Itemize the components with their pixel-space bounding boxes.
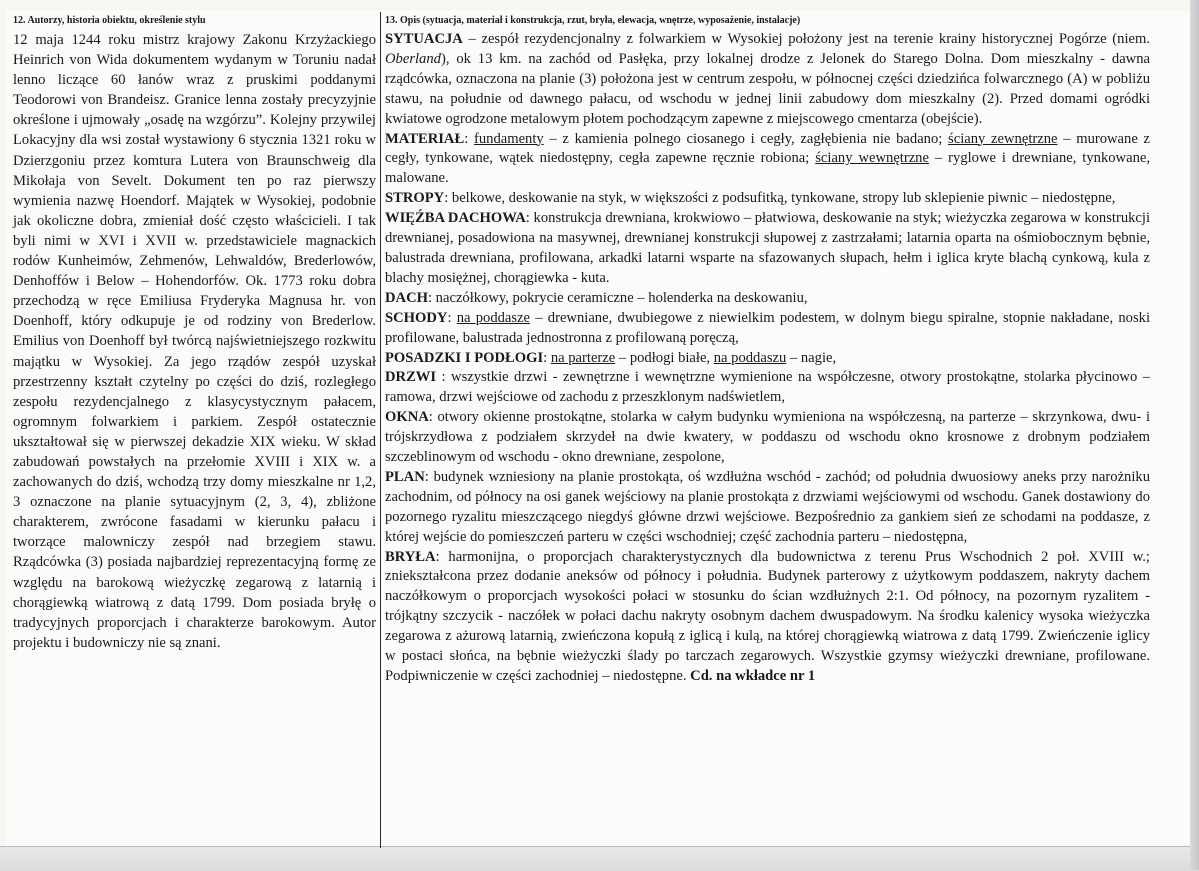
para-schody — [385, 309, 1150, 349]
dach-text: : naczółkowy, pokrycie ceramiczne – holenderka na deskowaniu, — [427, 289, 808, 306]
schody-na-poddasze: na poddasze — [456, 309, 531, 326]
section-13-title: 13. Opis (sytuacja, materiał i konstrukcja, rzut, bryła, elewacja, wnętrze, wyposażenie, instalacje) — [385, 15, 801, 26]
sytuacja-text-2: ), ok 13 km. na zachód od Pasłęka, przy lokalnej drodze z Jelonek do Starego Dolna. Dom mieszkalny - dawna rządcówka, oznaczona na planie (3) położona jest w centrum zespołu, w północnej części dziedzińca folwarcznego (A) w pobliżu stawu, na południe od dawnego pałacu, od wschodu w jednej linii zabudowy dom mieszkalny (2). Przed domami ogródki kwiatowe ogrodzone metalowym płotem pochodzącym zapewne z miejscowego cmentarza (obejście). — [385, 50, 1150, 127]
label-material: MATERIAŁ — [385, 130, 465, 147]
para-plan — [385, 468, 1150, 548]
para-posadzki — [385, 349, 1150, 369]
drzwi-text: : wszystkie drzwi - zewnętrzne i wewnętrzne wymienione na współczesne, otwory prostokątne, stolarka płycinowo – ramowa, drzwi wejściowe od zachodu z przeszklonym nadświetlem, — [385, 369, 1150, 406]
section-13-body — [385, 30, 1150, 687]
para-stropy — [385, 189, 1150, 209]
section-13-description — [385, 14, 1150, 687]
bryla-text: : harmonijna, o proporcjach charakterystycznych dla budownictwa z terenu Prus Wschodnich 2 poł. XVIII w.; zniekształcona przez dodanie aneksów od północy i południa. Budynek parterowy z użytkowym poddaszem, nakryty dachem naczółkowym o proporcjach wysokości połaci w stosunku do ścian wzdłużnych 2:1. Od północy, na pozornym ryzalitem - trójkątny szczycik - naczółek w połaci dachu nakryty osobnym dachem dwuspadowym. Na środku kalenicy wysoka wieżyczka zegarowa z ażurową latarnią, zwieńczona kopułą z iglicą i kulą, na której chorągiewką wiatrowa z datą 1799. Zwieńczenie iglicy w postaci słońca, na bębnie wieżyczki ślady po tarczach zegarowych. Wszystkie gzymsy wieżyczki drewniane, profilowane. Podpiwniczenie w części zachodniej – niedostępne. — [385, 548, 1150, 684]
schody-text-0: : — [447, 309, 457, 326]
section-12-title: 12. Autorzy, historia obiektu, określenie stylu — [13, 15, 206, 26]
label-plan: PLAN — [385, 468, 425, 485]
posadzki-text-0: : — [543, 349, 551, 366]
sytuacja-oberland: Oberland — [385, 50, 441, 67]
label-okna: OKNA — [385, 409, 429, 426]
para-drzwi — [385, 368, 1150, 408]
para-wiezba — [385, 209, 1150, 289]
okna-text: : otwory okienne prostokątne, stolarka w całym budynku wymieniona na współczesną, na parterze – skrzynkowa, dwu- i trójskrzydłowa z podziałem skrzydeł na dwie kwatery, w poddaszu od wschodu okno krosnowe z drobnym podziałem szczeblinowym od wschodu - okno drewniane, zespolone, — [385, 409, 1150, 466]
plan-text: : budynek wzniesiony na planie prostokąta, oś wzdłużna wschód - zachód; od południa dwuosiowy aneks przy narożniku zachodnim, od północy na osi ganek wejściowy na planie prostokąta z drzwiami wejściowymi od wschodu. Ganek dostawiony do pozornego ryzalitu mieszczącego niegdyś główne drzwi wejściowe. Bezpośrednio za gankiem sień ze schodami na poddasze, z której wejście do pomieszczeń parteru w części wschodniej; część zachodnia parteru – niedostępna, — [385, 468, 1150, 545]
para-sytuacja — [385, 30, 1150, 130]
sytuacja-text-1: – zespół rezydencjonalny z folwarkiem w Wysokiej położony jest na terenie krainy historycznej Pogórze (niem. — [462, 31, 1150, 47]
label-schody: SCHODY — [385, 309, 448, 326]
material-text-1: – z kamienia polnego ciosanego i cegły, zagłębienia nie badano; — [543, 130, 949, 147]
label-bryla: BRYŁA — [385, 548, 436, 565]
material-text-2: – murowane z cegły, tynkowane, wątek niedostępny, cegła zapewne ręcznie robiona; — [385, 130, 1151, 167]
label-wiezba: WIĘŹBA DACHOWA — [385, 210, 526, 227]
para-dach — [385, 289, 1150, 309]
label-stropy: STROPY — [385, 190, 445, 207]
posadzki-text-1: – podłogi białe, — [615, 349, 714, 366]
material-text-3: – ryglowe i drewniane, tynkowane, malowane. — [385, 150, 1150, 187]
para-material: MATERIAŁ: fundamenty – z kamienia polnego ciosanego i cegły, zagłębienia nie badano; ściany zewnętrzne – murowane z cegły, tynkowane, wątek niedostępny, cegła zapewne ręcznie robiona; ściany wewnętrzne – ryglowe i drewniane, tynkowane, malowane. — [385, 130, 1151, 187]
posadzki-na-poddaszu: na poddaszu — [713, 349, 787, 366]
scan-right-edge — [1190, 0, 1199, 870]
label-sytuacja: SYTUACJA — [385, 31, 463, 47]
column-divider — [380, 12, 381, 848]
schody-text-1: – drewniane, dwubiegowe z niewielkim podestem, w dolnym biegu spiralne, stopnie nakładane, noski profilowane, balustrada jednostronna z profilowaną poręczą, — [385, 309, 1151, 346]
wiezba-text: : konstrukcja drewniana, krokwiowo – płatwiowa, deskowanie na styk; wieżyczka zegarowa w konstrukcji drewnianej, posadowiona na masywnej, drewnianej konstrukcji słupowej z zastrzałami; latarnia oparta na ośmiobocznym bębnie, balustrada drewniana, profilowana, arkadki latarni wsparte na sfazowanych słupach, hełm i iglica kryte blachą cynkową, kula z blachy mosiężnej, chorągiewka - kuta. — [385, 210, 1150, 286]
scan-bottom-edge — [0, 846, 1199, 871]
label-dach: DACH — [385, 289, 428, 306]
posadzki-na-parterze: na parterze — [550, 349, 616, 366]
label-posadzki: POSADZKI I PODŁOGI — [385, 349, 544, 366]
para-bryla — [385, 548, 1150, 687]
material-sciany-wewnetrzne: ściany wewnętrzne — [815, 150, 929, 167]
continued-note: Cd. na wkładce nr 1 — [690, 668, 816, 684]
label-drzwi: DRZWI — [385, 369, 437, 386]
stropy-text: : belkowe, deskowanie na styk, w większości z podsufitką, tynkowane, stropy lub sklepienie piwnic – niedostępne, — [444, 190, 1116, 207]
section-12-text: 12 maja 1244 roku mistrz krajowy Zakonu Krzyżackiego Heinrich von Wida dokumentem wydanym w Toruniu nadał lenno liczące 60 łanów wraz z pruskimi poddanymi Teodorowi von Brandeisz. Granice lenna zostały precyzyjnie określone i ujmowały „osadę na wzgórzu”. Kolejny przywilej Lokacyjny dla wsi został wystawiony 6 stycznia 1321 roku w Dzierzgoniu przez komtura Lutera von Braunschweig dla Mikołaja von Sevelt. Dokument ten po raz pierwszy wymienia nazwę Hoendorf. Majątek w Wysokiej, podobnie jak okoliczne dobra, zmieniał dość często właścicieli. I tak byli nimi w XVI i XVII w. przedstawiciele magnackich rodów Kunheimów, Zehmenów, Lehwaldów, Brederlowów, Denhoffów i Below – Hohendorfów. Ok. 1773 roku dobra przechodzą w ręce Emiliusa Fryderyka Magnusa hr. von Doenhoff, który odkupuje je od rodziny von Brederlow. Emilius von Doenhoff był twórcą najświetniejszego rozkwitu majątku w Wysokiej. Za jego rządów zespół uzyskał przestrzenny kształt czytelny po części do dziś, rozległego zespołu rezydencjalnego z klasycystycznym pałacem, ogromnym folwarkiem i parkiem. Zespół ostatecznie ukształtował się w pierwszej dekadzie XIX wieku. W skład zabudowań powstałych na przełomie XVIII i XIX w. a zachowanych do dziś, wchodzą trzy domy mieszkalne nr 1,2, 3 oznaczone na planie sytuacyjnym (2, 3, 4), zbliżone charakterem, zwrócone fasadami w kierunku pałacu i tworzące malowniczy zespół nad brzegiem stawu. Rządcówka (3) posiada najbardziej reprezentacyjną formę ze względu na barokową wieżyczkę zegarową z latarnią i chorągiewką wiatrową z datą 1799. Dom posiada bryłę o tradycyjnych proporcjach i charakterze barokowym. Autor projektu i budowniczy nie są znani. — [13, 32, 376, 651]
posadzki-text-2: – nagie, — [786, 349, 837, 366]
section-12-history — [13, 14, 376, 653]
material-sciany-zewnetrzne: ściany zewnętrzne — [948, 130, 1058, 147]
material-fundamenty: fundamenty — [473, 130, 544, 147]
para-okna — [385, 408, 1150, 468]
